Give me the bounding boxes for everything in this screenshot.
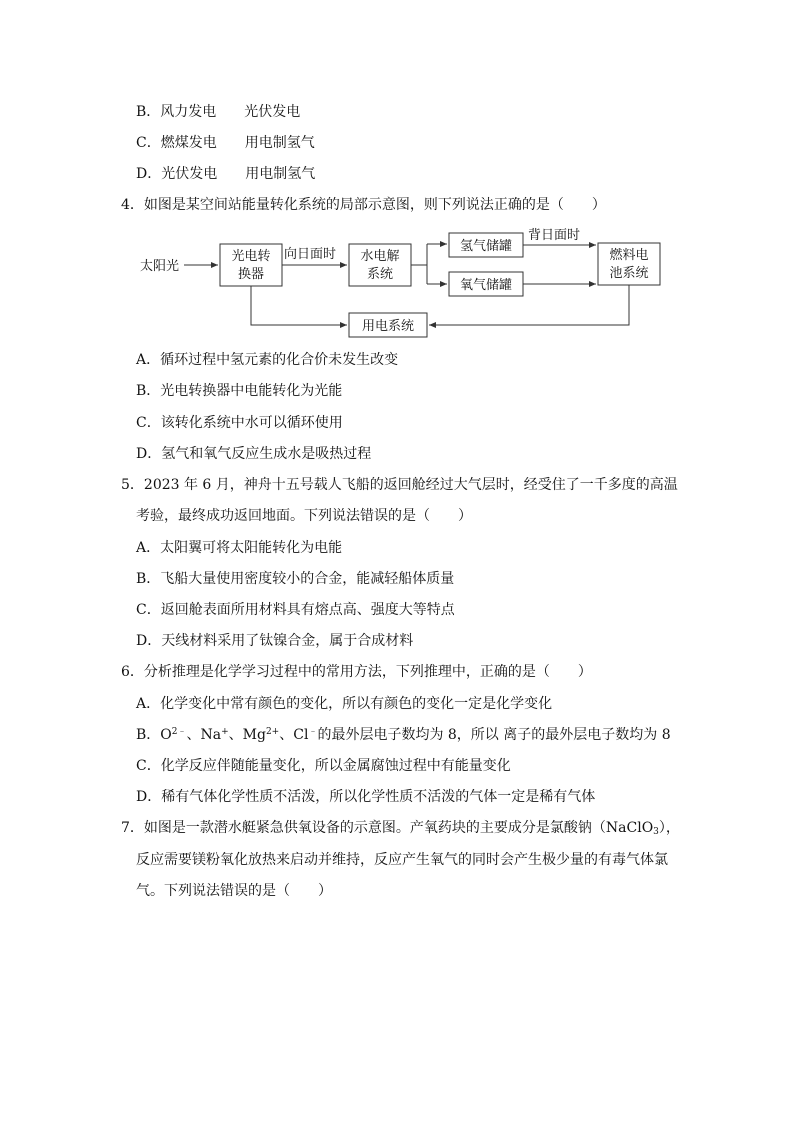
- electrolysis-label-1: 水电解: [360, 249, 400, 264]
- q4-stem: 4．如图是某空间站能量转化系统的局部示意图，则下列说法正确的是（ ）: [121, 197, 606, 213]
- q6-option-a: A．化学变化中常有颜色的变化，所以有颜色的变化一定是化学变化: [136, 696, 553, 712]
- q6-option-c: C．化学反应伴随能量变化，所以金属腐蚀过程中有能量变化: [136, 758, 511, 774]
- energy-conversion-diagram: [130, 226, 670, 344]
- q6-b-sup2: +: [221, 727, 229, 737]
- q7-stem-line2: 反应需要镁粉氧化放热来启动并维持，反应产生氧气的同时会产生极少量的有毒气体氯: [136, 852, 668, 868]
- q7-stem-line1-sub: 3: [653, 827, 659, 837]
- q7-stem-line1: [121, 818, 680, 838]
- electrolysis-label-2: 系统: [366, 267, 394, 282]
- q6-b-rest: 的最外层电子数均为 8，所以 离子的最外层电子数均为 8: [317, 727, 671, 743]
- q4-option-c: C．该转化系统中水可以循环使用: [136, 415, 343, 431]
- q6-b-sup4: ﹣: [308, 727, 318, 737]
- q5-option-d: D．天线材料采用了钛镍合金，属于合成材料: [136, 633, 414, 649]
- label-sunlight: 太阳光: [140, 259, 180, 274]
- q6-b-sep2: 、Mg: [228, 727, 266, 743]
- q3-option-c: C．燃煤发电 用电制氢气: [136, 135, 315, 151]
- q4-option-a: A．循环过程中氢元素的化合价未发生改变: [136, 352, 399, 368]
- label-facing-sun: 向日面时: [284, 247, 337, 262]
- fuel-cell-label-2: 池系统: [609, 266, 649, 281]
- q5-option-a: A．太阳翼可将太阳能转化为电能: [136, 540, 343, 556]
- q3-option-d: D．光伏发电 用电制氢气: [136, 166, 316, 182]
- oxygen-tank-label: 氧气储罐: [459, 278, 513, 293]
- q5-option-c: C．返回舱表面所用材料具有熔点高、强度大等特点: [136, 602, 455, 618]
- q5-stem-line1: 5．2023 年 6 月，神舟十五号载人飞船的返回舱经过大气层时，经受住了一千多度的高温: [121, 477, 678, 493]
- q4-option-b: B．光电转换器中电能转化为光能: [136, 383, 343, 399]
- label-away-sun: 背日面时: [528, 228, 581, 243]
- q7-stem-line1-post: ），: [658, 820, 680, 836]
- q6-option-d: D．稀有气体化学性质不活泼，所以化学性质不活泼的气体一定是稀有气体: [136, 789, 596, 805]
- converter-label-2: 换器: [237, 267, 265, 282]
- q3-option-b: B．风力发电 光伏发电: [136, 104, 301, 120]
- converter-label-1: 光电转: [231, 249, 271, 264]
- q6-b-prefix: B．O: [136, 727, 172, 743]
- arrow-converter-to-consumer: [251, 286, 347, 325]
- q5-stem-line2: 考验，最终成功返回地面。下列说法错误的是（ ）: [136, 508, 472, 524]
- q6-b-sep1: 、Na: [186, 727, 222, 743]
- fuel-cell-label-1: 燃料电: [609, 248, 649, 263]
- q6-b-sup1: 2﹣: [171, 727, 187, 737]
- q7-stem-line3: 气。下列说法错误的是（ ）: [136, 883, 332, 899]
- q4-option-d: D．氢气和氧气反应生成水是吸热过程: [136, 446, 372, 462]
- q6-b-sep3: 、Cl: [279, 727, 309, 743]
- consumer-label: 用电系统: [361, 319, 415, 334]
- q6-b-sup3: 2+: [265, 727, 280, 737]
- hydrogen-tank-label: 氢气储罐: [459, 239, 513, 254]
- q6-stem: 6．分析推理是化学学习过程中的常用方法，下列推理中，正确的是（ ）: [121, 664, 592, 680]
- q5-option-b: B．飞船大量使用密度较小的合金，能减轻船体质量: [136, 571, 455, 587]
- q7-stem-line1-pre: 7．如图是一款潜水艇紧急供氧设备的示意图。产氧药块的主要成分是氯酸钠（NaClO: [121, 820, 654, 836]
- q6-option-b: [136, 725, 671, 745]
